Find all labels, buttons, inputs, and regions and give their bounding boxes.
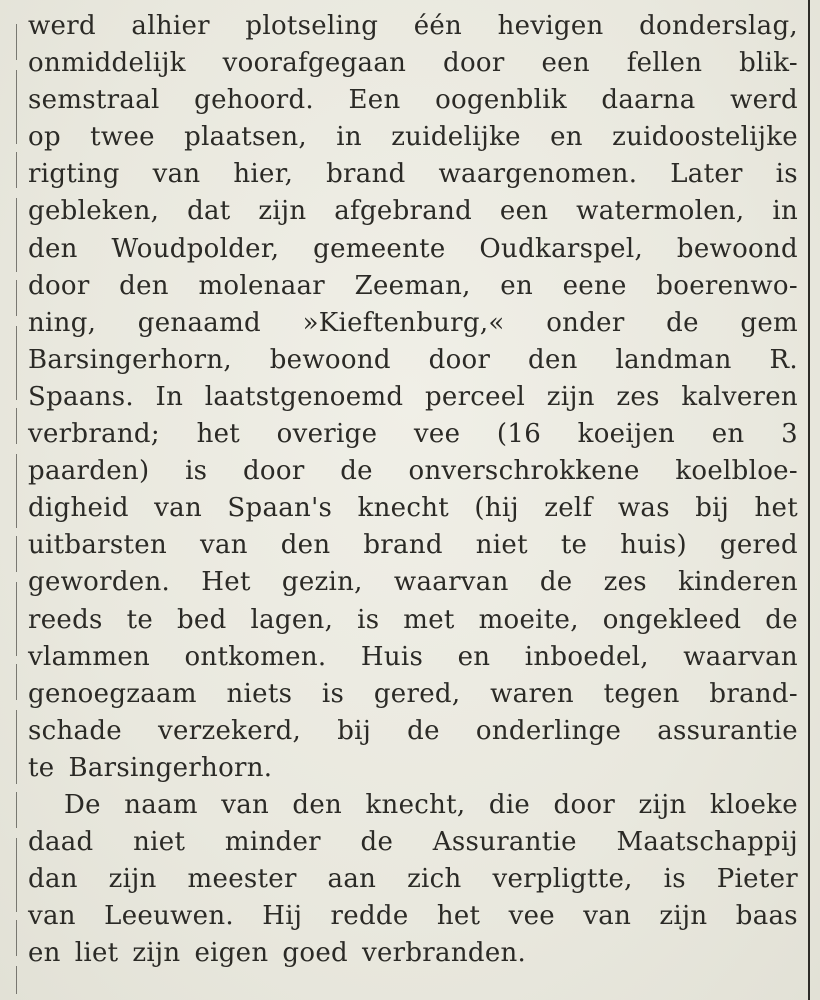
text-line: geworden. Het gezin, waarvan de zes kinderen bbox=[28, 567, 798, 598]
text-line: verbrand; het overige vee (16 koeijen en 3 bbox=[28, 419, 798, 450]
text-line: vlammen ontkomen. Huis en inboedel, waarvan bbox=[28, 641, 798, 672]
text-line: De naam van den knecht, die door zijn kloeke bbox=[64, 789, 798, 820]
text-line: rigting van hier, brand waargenomen. Later is bbox=[28, 159, 798, 190]
text-line: gebleken, dat zijn afgebrand een watermolen, in bbox=[28, 196, 798, 227]
text-line: van Leeuwen. Hij redde het vee van zijn baas bbox=[28, 901, 798, 932]
text-line: te Barsingerhorn. bbox=[28, 752, 273, 783]
text-line: daad niet minder de Assurantie Maatschappij bbox=[28, 827, 798, 858]
text-line: Spaans. In laatstgenoemd perceel zijn zes kalveren bbox=[28, 381, 798, 412]
article-body bbox=[28, 8, 798, 972]
text-line: dan zijn meester aan zich verpligtte, is Pieter bbox=[28, 864, 798, 895]
text-line: en liet zijn eigen goed verbranden. bbox=[28, 938, 527, 969]
text-line: semstraal gehoord. Een oogenblik daarna werd bbox=[28, 85, 798, 116]
text-line: Barsingerhorn, bewoond door den landman R. bbox=[28, 344, 798, 375]
text-line: door den molenaar Zeeman, en eene boerenwo- bbox=[28, 270, 798, 301]
text-line: werd alhier plotseling één hevigen donderslag, bbox=[28, 11, 798, 41]
left-column-rule bbox=[16, 24, 17, 994]
text-line: schade verzekerd, bij de onderlinge assurantie bbox=[28, 715, 798, 746]
text-line: op twee plaatsen, in zuidelijke en zuidoostelijke bbox=[28, 122, 798, 153]
text-line: digheid van Spaan's knecht (hij zelf was bij het bbox=[28, 493, 798, 524]
text-line: genoegzaam niets is gered, waren tegen brand- bbox=[28, 678, 798, 709]
text-line: reeds te bed lagen, is met moeite, ongekleed de bbox=[28, 604, 798, 635]
text-line: den Woudpolder, gemeente Oudkarspel, bewoond bbox=[28, 233, 798, 264]
text-line: paarden) is door de onverschrokkene koelbloe- bbox=[28, 456, 798, 487]
text-line: onmiddelijk voorafgegaan door een fellen blik- bbox=[28, 48, 798, 79]
text-line: ning, genaamd »Kieftenburg,« onder de gem bbox=[28, 307, 798, 338]
right-column-rule bbox=[808, 0, 810, 1000]
text-line: uitbarsten van den brand niet te huis) gered bbox=[28, 530, 798, 561]
